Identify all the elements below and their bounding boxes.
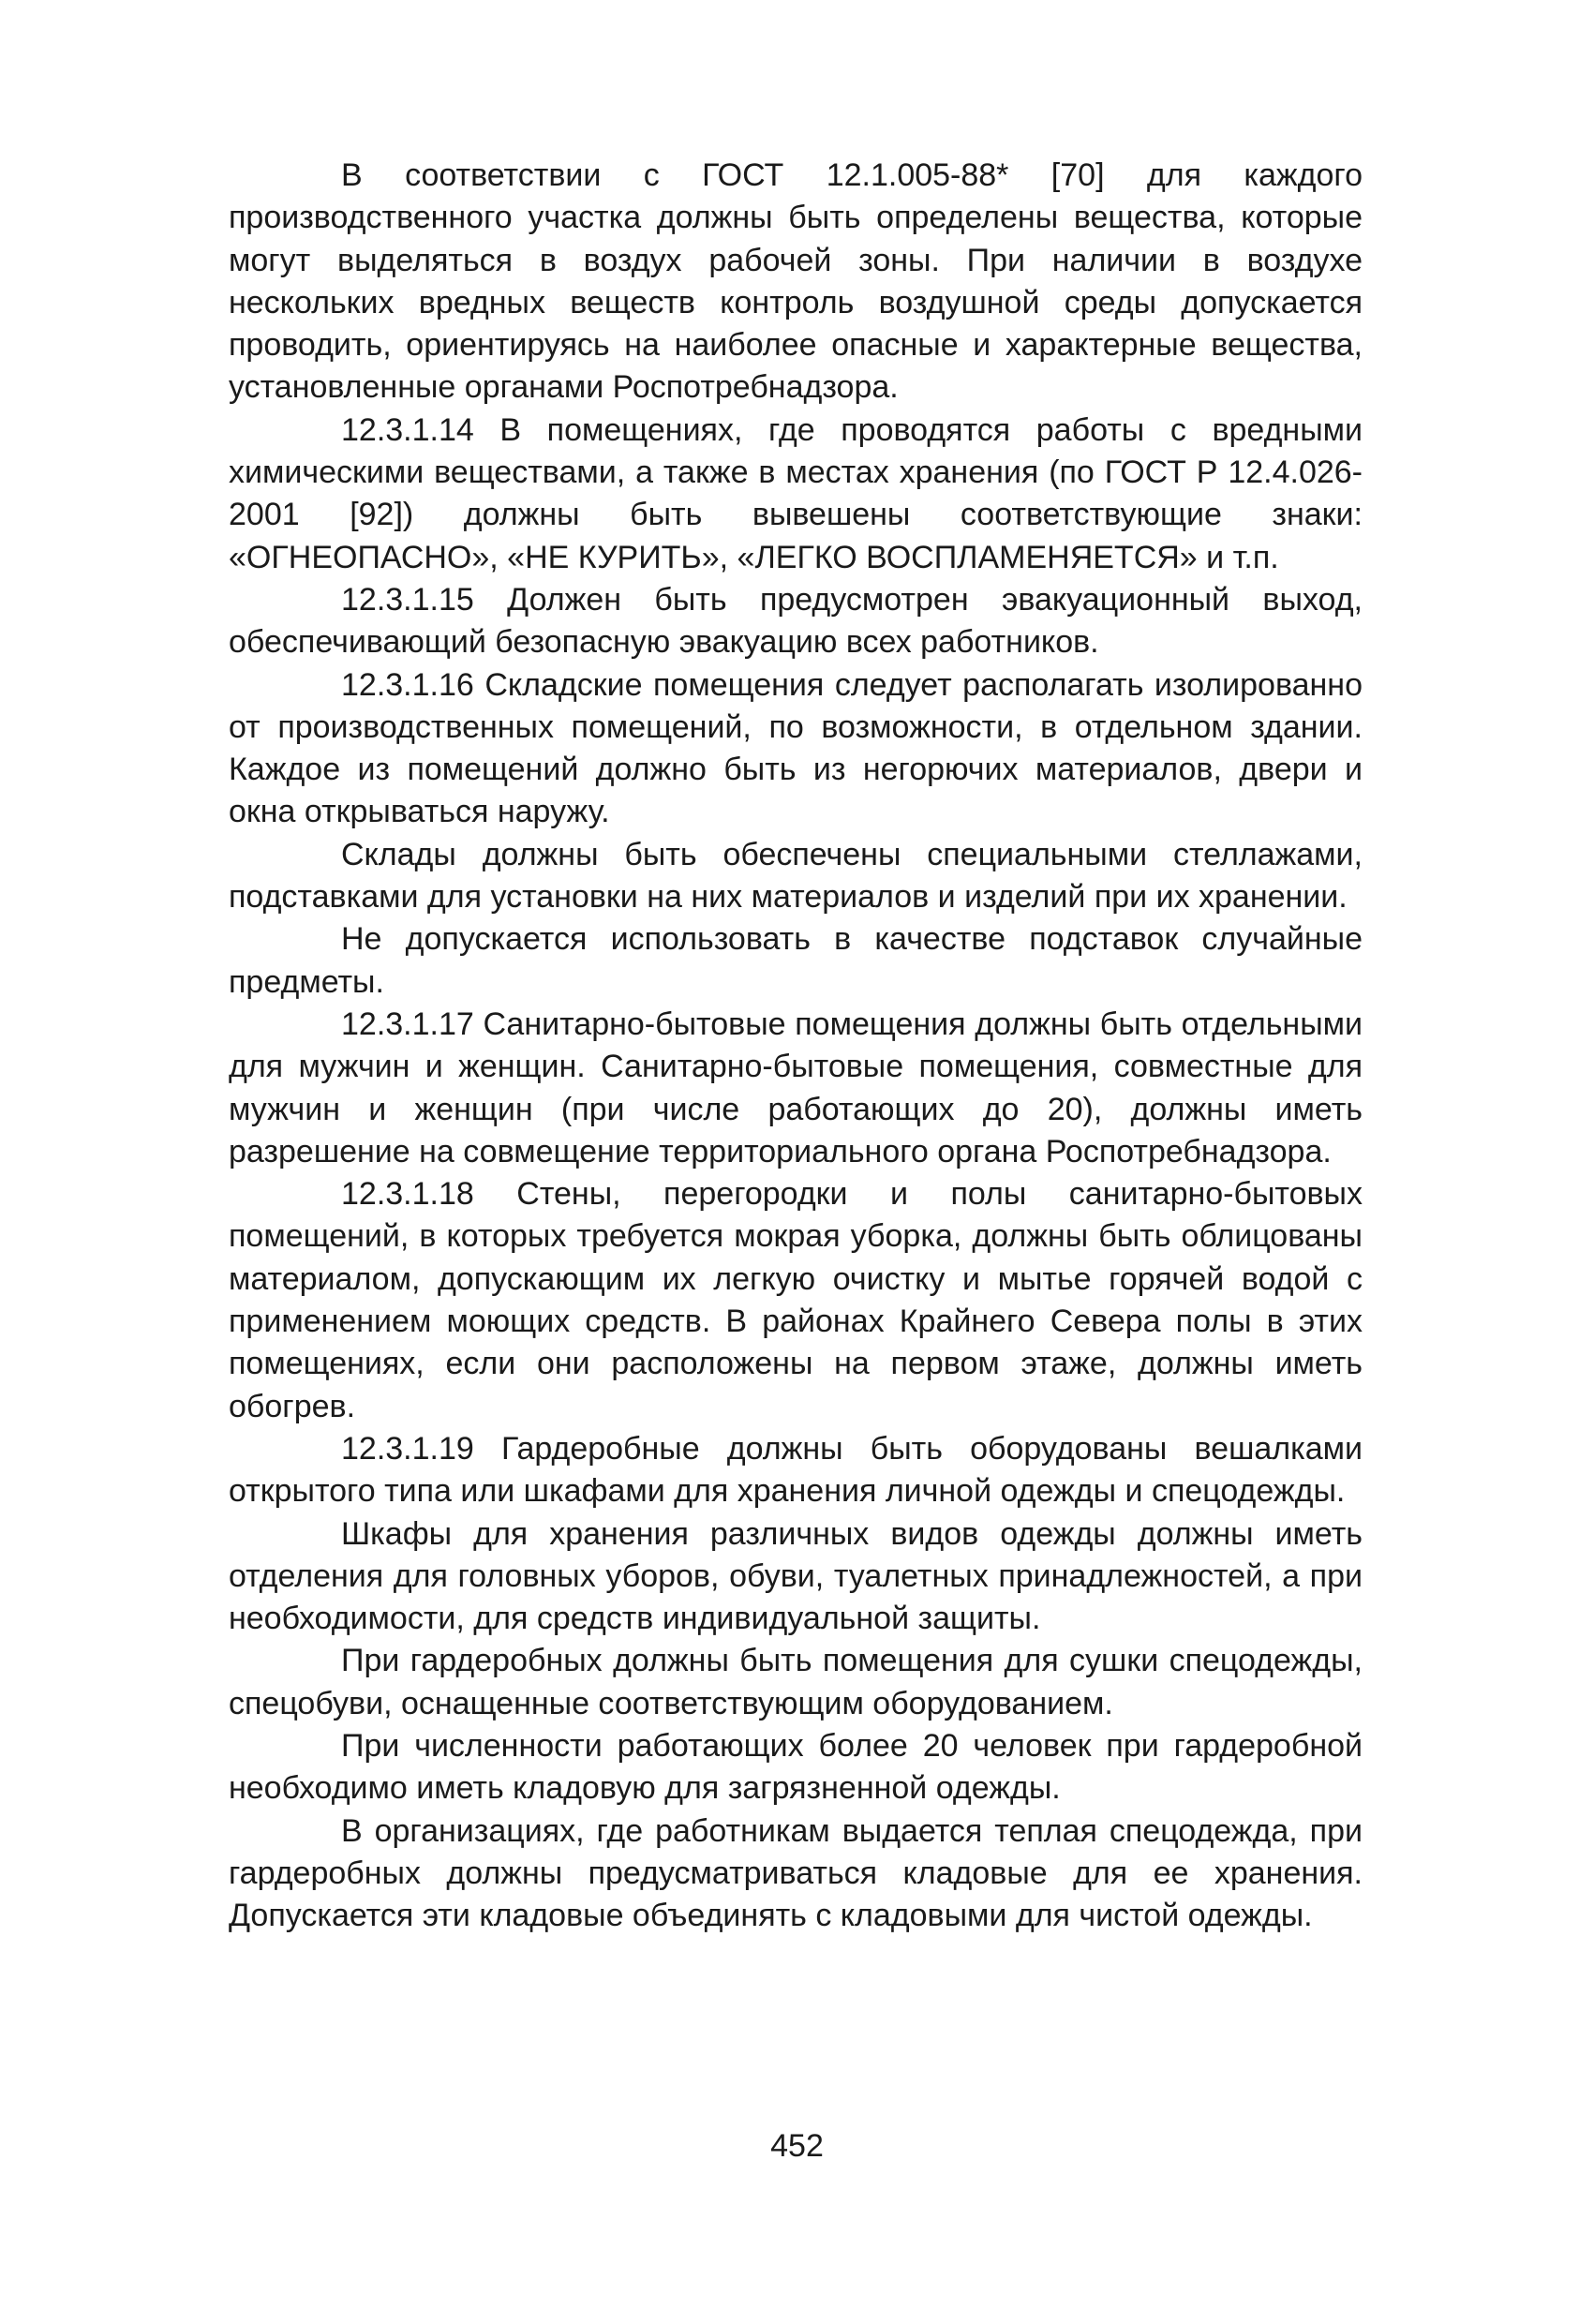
paragraph: Шкафы для хранения различных видов одежды должны иметь отделения для головных уборов, обуви, туалетных принадлежностей, а при необходимости, для средств индивидуальной защиты. — [229, 1515, 1363, 1637]
paragraph: Склады должны быть обеспечены специальными стеллажами, подставками для установки на них материалов и изделий при их хранении. — [229, 836, 1363, 916]
paragraph: Не допускается использовать в качестве подставок случайные предметы. — [229, 921, 1363, 1000]
paragraph: 12.3.1.18 Стены, перегородки и полы санитарно-бытовых помещений, в которых требуется мокрая уборка, должны быть облицованы материалом, допускающим их легкую очистку и мытье горячей водой с применением моющих средств. В районах Крайнего Севера полы в этих помещениях, если они расположены на первом этаже, должны иметь обогрев. — [229, 1176, 1363, 1424]
paragraph: 12.3.1.19 Гардеробные должны быть оборудованы вешалками открытого типа или шкафами для хранения личной одежды и спецодежды. — [229, 1430, 1363, 1510]
paragraph: В соответствии с ГОСТ 12.1.005-88* [70] для каждого производственного участка должны быть определены вещества, которые могут выделяться в воздух рабочей зоны. При наличии в воздухе нескольких вредных веществ контроль воздушной среды допускается проводить, ориентируясь на наиболее опасные и характерные вещества, установленные органами Роспотребнадзора. — [229, 157, 1363, 406]
paragraph: При численности работающих более 20 человек при гардеробной необходимо иметь кладовую для загрязненной одежды. — [229, 1727, 1363, 1807]
body-text — [229, 155, 1363, 1937]
page-number: 452 — [770, 2128, 824, 2164]
paragraph: 12.3.1.17 Санитарно-бытовые помещения должны быть отдельными для мужчин и женщин. Санитарно-бытовые помещения, совместные для мужчин и женщин (при числе работающих до 20), должны иметь разрешение на совмещение территориального органа Роспотребнадзора. — [229, 1006, 1363, 1169]
paragraph: 12.3.1.16 Складские помещения следует располагать изолированно от производственных помещений, по возможности, в отдельном здании. Каждое из помещений должно быть из негорючих материалов, двери и окна открываться наружу. — [229, 666, 1363, 830]
paragraph: 12.3.1.15 Должен быть предусмотрен эвакуационный выход, обеспечивающий безопасную эвакуацию всех работников. — [229, 581, 1363, 661]
paragraph: При гардеробных должны быть помещения для сушки спецодежды, спецобуви, оснащенные соответствующим оборудованием. — [229, 1643, 1363, 1721]
paragraph: 12.3.1.14 В помещениях, где проводятся работы с вредными химическими веществами, а также в местах хранения (по ГОСТ Р 12.4.026-2001 [92]) должны быть вывешены соответствующие знаки: «ОГНЕОПАСНО», «НЕ КУРИТЬ», «ЛЕГКО ВОСПЛАМЕНЯЕТСЯ» и т.п. — [229, 411, 1363, 575]
paragraph: В организациях, где работникам выдается теплая спецодежда, при гардеробных должны предусматриваться кладовые для ее хранения. Допускается эти кладовые объединять с кладовыми для чистой одежды. — [229, 1812, 1363, 1934]
